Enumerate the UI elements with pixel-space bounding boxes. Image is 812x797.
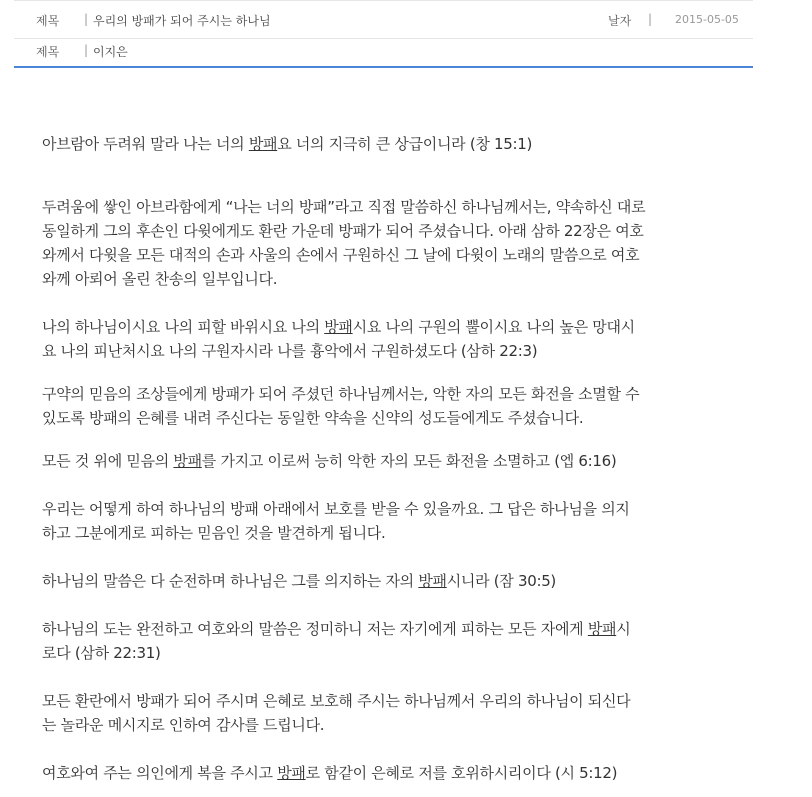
paragraph-verse-psalms [42, 761, 732, 785]
post-header-author-row [14, 37, 753, 68]
post-title: 우리의 방패가 되어 주시는 하나님 [93, 14, 271, 28]
date-separator: | [648, 12, 653, 26]
text-line: 우리는 어떻게 하여 하나님의 방패 아래에서 보호를 받을 수 있을까요. 그 답은 하나님을 의지 [42, 500, 630, 518]
text-line: 두려움에 쌓인 아브라함에게 “나는 너의 방패”라고 직접 말씀하신 하나님께서는, 약속하신 대로 [42, 198, 646, 216]
text: 아브람아 두려워 말라 나는 너의 [42, 135, 249, 153]
text-line: 모든 환란에서 방패가 되어 주시며 은혜로 보호해 주시는 하나님께서 우리의 하나님이 되신다 [42, 692, 631, 710]
underlined-word: 방패 [277, 764, 306, 782]
paragraph-question [42, 497, 732, 545]
text: 하나님의 말씀은 다 순전하며 하나님은 그를 의지하는 자의 [42, 572, 419, 590]
text: 시 [616, 620, 631, 638]
title-label: 제목 [36, 14, 60, 28]
paragraph-verse-genesis [42, 132, 732, 156]
date-label: 날자 [608, 14, 632, 28]
underlined-word: 방패 [324, 318, 353, 336]
paragraph-verse-2samuel-22-3 [42, 315, 732, 363]
text-line: 와께 아뢰어 올린 찬송의 일부입니다. [42, 270, 278, 288]
text: 시요 나의 구원의 뿔이시요 나의 높은 망대시 [352, 318, 635, 336]
text: 를 가지고 이로써 능히 악한 자의 모든 화전을 소멸하고 (엡 6:16) [201, 452, 617, 470]
underlined-word: 방패 [173, 452, 202, 470]
text-line: 있도록 방패의 은혜를 내려 주신다는 동일한 약속을 신약의 성도들에게도 주셨습니다. [42, 409, 584, 427]
paragraph-verse-ephesians [42, 449, 732, 473]
text: 나의 하나님이시요 나의 피할 바위시요 나의 [42, 318, 325, 336]
text: 여호와여 주는 의인에게 복을 주시고 [42, 764, 278, 782]
text-line: 구약의 믿음의 조상들에게 방패가 되어 주셨던 하나님께서는, 악한 자의 모든 화전을 소멸할 수 [42, 385, 640, 403]
paragraph-thanks [42, 689, 732, 737]
text: 로 함같이 은혜로 저를 호위하시리이다 (시 5:12) [305, 764, 618, 782]
post-author: 이지은 [93, 45, 128, 59]
paragraph-intro [42, 195, 732, 291]
author-label: 제목 [36, 45, 60, 59]
post-date: 2015-05-05 [675, 13, 739, 26]
text-line: 와께서 다윗을 모든 대적의 손과 사울의 손에서 구원하신 그 날에 다윗이 노래의 말씀으로 여호 [42, 246, 640, 264]
text-line: 하고 그분에게로 피하는 믿음인 것을 발견하게 됩니다. [42, 524, 386, 542]
author-separator: | [84, 43, 89, 57]
text: 하나님의 도는 완전하고 여호와의 말씀은 정미하니 저는 자기에게 피하는 모든 자에게 [42, 620, 588, 638]
title-separator: | [84, 12, 89, 26]
underlined-word: 방패 [587, 620, 617, 638]
paragraph-verse-2samuel-22-31 [42, 617, 732, 665]
paragraph-verse-proverbs [42, 569, 732, 593]
underlined-word: 방패 [418, 572, 447, 590]
text: 시니라 (잠 30:5) [446, 572, 556, 590]
text-line: 요 나의 피난처시요 나의 구원자시라 나를 흉악에서 구원하셨도다 (삼하 22:3) [42, 342, 538, 360]
text-line: 로다 (삼하 22:31) [42, 644, 161, 662]
text: 모든 것 위에 믿음의 [42, 452, 174, 470]
paragraph-promise [42, 382, 732, 430]
post-header-title-row [14, 0, 753, 39]
text-line: 동일하게 그의 후손인 다윗에게도 환란 가운데 방패가 되어 주셨습니다. 아래 삼하 22장은 여호 [42, 222, 644, 240]
underlined-word: 방패 [248, 135, 278, 153]
text-line: 는 놀라운 메시지로 인하여 감사를 드립니다. [42, 716, 325, 734]
text: 요 너의 지극히 큰 상급이니라 (창 15:1) [277, 135, 533, 153]
